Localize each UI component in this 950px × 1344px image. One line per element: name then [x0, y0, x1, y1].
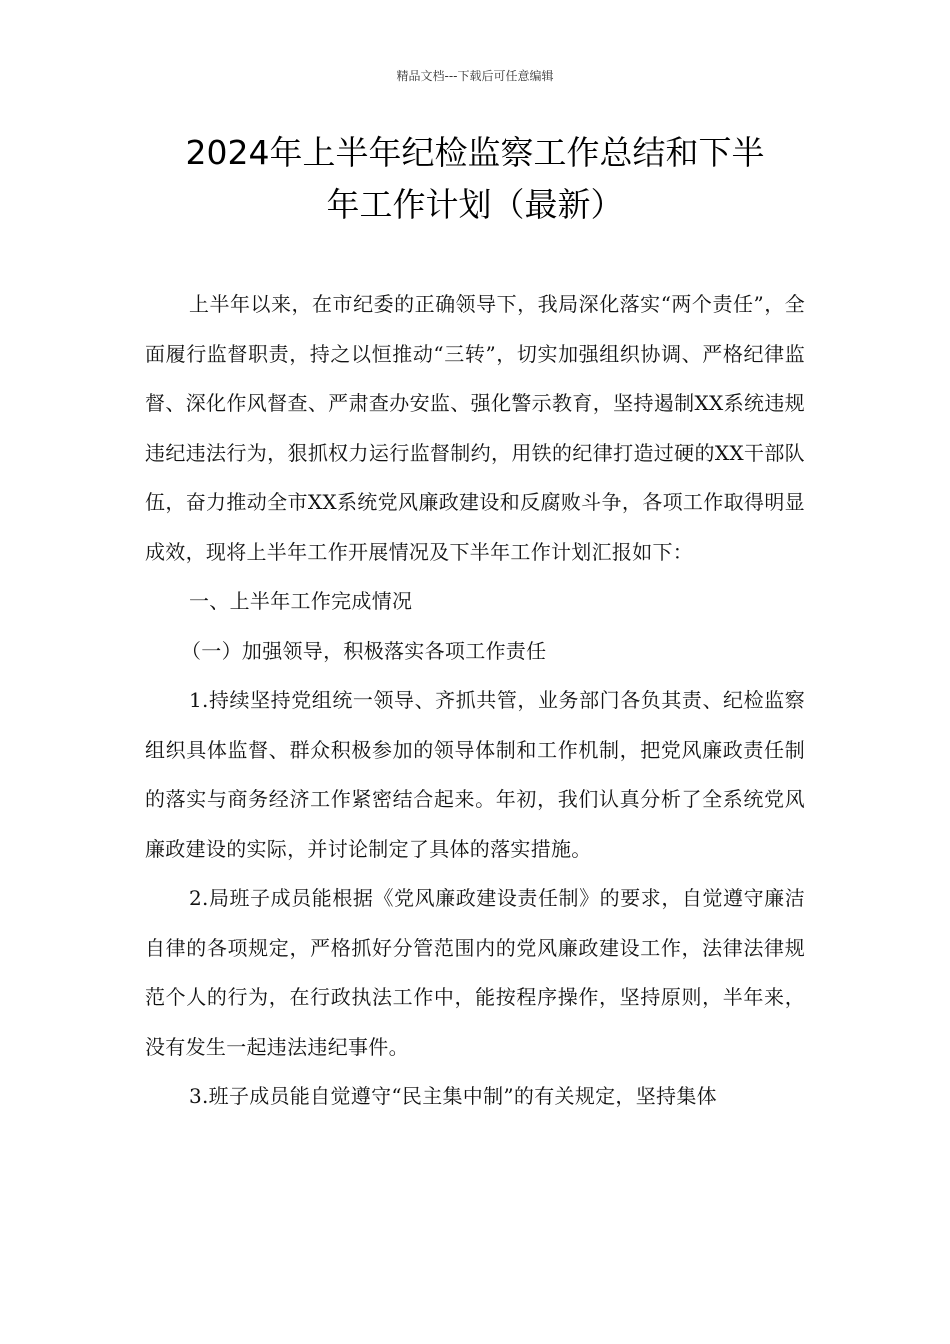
title-line-1: 2024年上半年纪检监察工作总结和下半: [185, 133, 765, 172]
document-body: [145, 280, 805, 1122]
item-paragraph-1: 1.持续坚持党组统一领导、齐抓共管，业务部门各负其责、纪检监察组织具体监督、群众积极参加的领导体制和工作机制，把党风廉政责任制的落实与商务经济工作紧密结合起来。年初，我们认真分析了全系统党风廉政建设的实际，并讨论制定了具体的落实措施。: [145, 688, 805, 861]
intro-paragraph: 上半年以来，在市纪委的正确领导下，我局深化落实“两个责任”，全面履行监督职责，持之以恒推动“三转”，切实加强组织协调、严格纪律监督、深化作风督查、严肃查办安监、强化警示教育，坚持遏制XX系统违规违纪违法行为，狠抓权力运行监督制约，用铁的纪律打造过硬的XX干部队伍，奋力推动全市XX系统党风廉政建设和反腐败斗争，各项工作取得明显成效，现将上半年工作开展情况及下半年工作计划汇报如下：: [145, 292, 805, 564]
subsection-heading: （一）加强领导，积极落实各项工作责任: [181, 638, 547, 663]
item-paragraph-3: 3.班子成员能自觉遵守“民主集中制”的有关规定，坚持集体: [189, 1084, 717, 1108]
document-title: [120, 127, 830, 231]
title-line-2: 年工作计划（最新）: [326, 185, 624, 224]
header-note: 精品文档---下载后可任意编辑: [396, 69, 554, 83]
item-paragraph-2: 2.局班子成员能根据《党风廉政建设责任制》的要求，自觉遵守廉洁自律的各项规定，严格抓好分管范围内的党风廉政建设工作，法律法律规范个人的行为，在行政执法工作中，能按程序操作，坚持原则，半年来，没有发生一起违法违纪事件。: [145, 886, 805, 1059]
section-heading: 一、上半年工作完成情况: [189, 589, 413, 613]
